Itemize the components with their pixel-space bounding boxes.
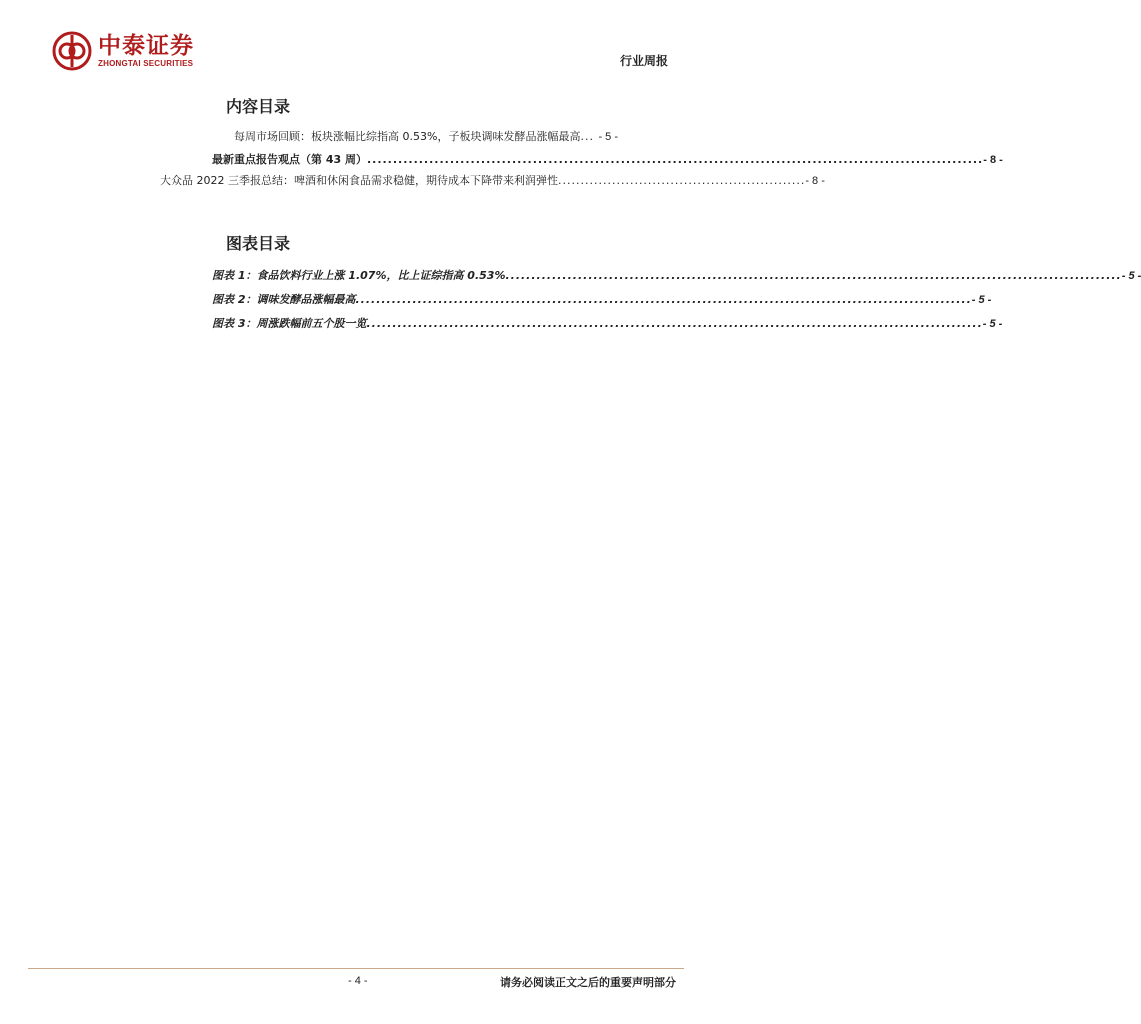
- toc-item[interactable]: [160, 172, 825, 188]
- toc-item-page: - 5 -: [598, 131, 619, 143]
- toc-leader: .......................................................................................................................: [355, 293, 972, 306]
- report-type-label: 行业周报: [619, 54, 668, 68]
- figure-item[interactable]: [212, 267, 1141, 283]
- figure-item-page: - 5 -: [1121, 270, 1141, 282]
- toc-title: 内容目录: [226, 97, 291, 116]
- toc-leader: .......................................................................................................................: [505, 269, 1122, 282]
- figure-item[interactable]: [212, 315, 1003, 331]
- zhongtai-logo-icon: [52, 31, 92, 71]
- figures-title: 图表目录: [226, 234, 291, 253]
- figure-item-text: 图表 3：周涨跌幅前五个股一览: [212, 317, 367, 330]
- toc-item-text: 最新重点报告观点（第 43 周）: [212, 153, 367, 166]
- footer-divider: [28, 968, 684, 969]
- disclaimer-note: 请务必阅读正文之后的重要声明部分: [500, 976, 676, 989]
- figure-item-page: - 5 -: [971, 294, 992, 306]
- figure-item-page: - 5 -: [982, 318, 1003, 330]
- toc-leader: ...: [580, 130, 594, 143]
- toc-item-text: 大众品 2022 三季报总结：啤酒和休闲食品需求稳健，期待成本下降带来利润弹性: [160, 174, 558, 187]
- toc-item-page: - 8 -: [805, 175, 825, 187]
- toc-item[interactable]: [212, 151, 1003, 167]
- figure-item-text: 图表 1：食品饮料行业上涨 1.07%，比上证综指高 0.53%: [212, 269, 506, 282]
- company-name-cn: 中泰证券: [98, 33, 194, 59]
- toc-leader: .......................................................................................................................: [366, 317, 983, 330]
- toc-leader: .......................................................: [558, 174, 806, 187]
- toc-leader: .......................................................................................................................: [366, 153, 984, 166]
- figure-item[interactable]: [212, 291, 992, 307]
- toc-item-text: 每周市场回顾：板块涨幅比综指高 0.53%，子板块调味发酵品涨幅最高: [234, 130, 581, 143]
- company-name-en: ZHONGTAI SECURITIES: [98, 59, 194, 68]
- toc-item[interactable]: [234, 128, 674, 144]
- page-number: - 4 -: [348, 975, 368, 987]
- toc-item-page: - 8 -: [983, 154, 1003, 166]
- company-logo: [52, 28, 194, 74]
- figure-item-text: 图表 2：调味发酵品涨幅最高: [212, 293, 356, 306]
